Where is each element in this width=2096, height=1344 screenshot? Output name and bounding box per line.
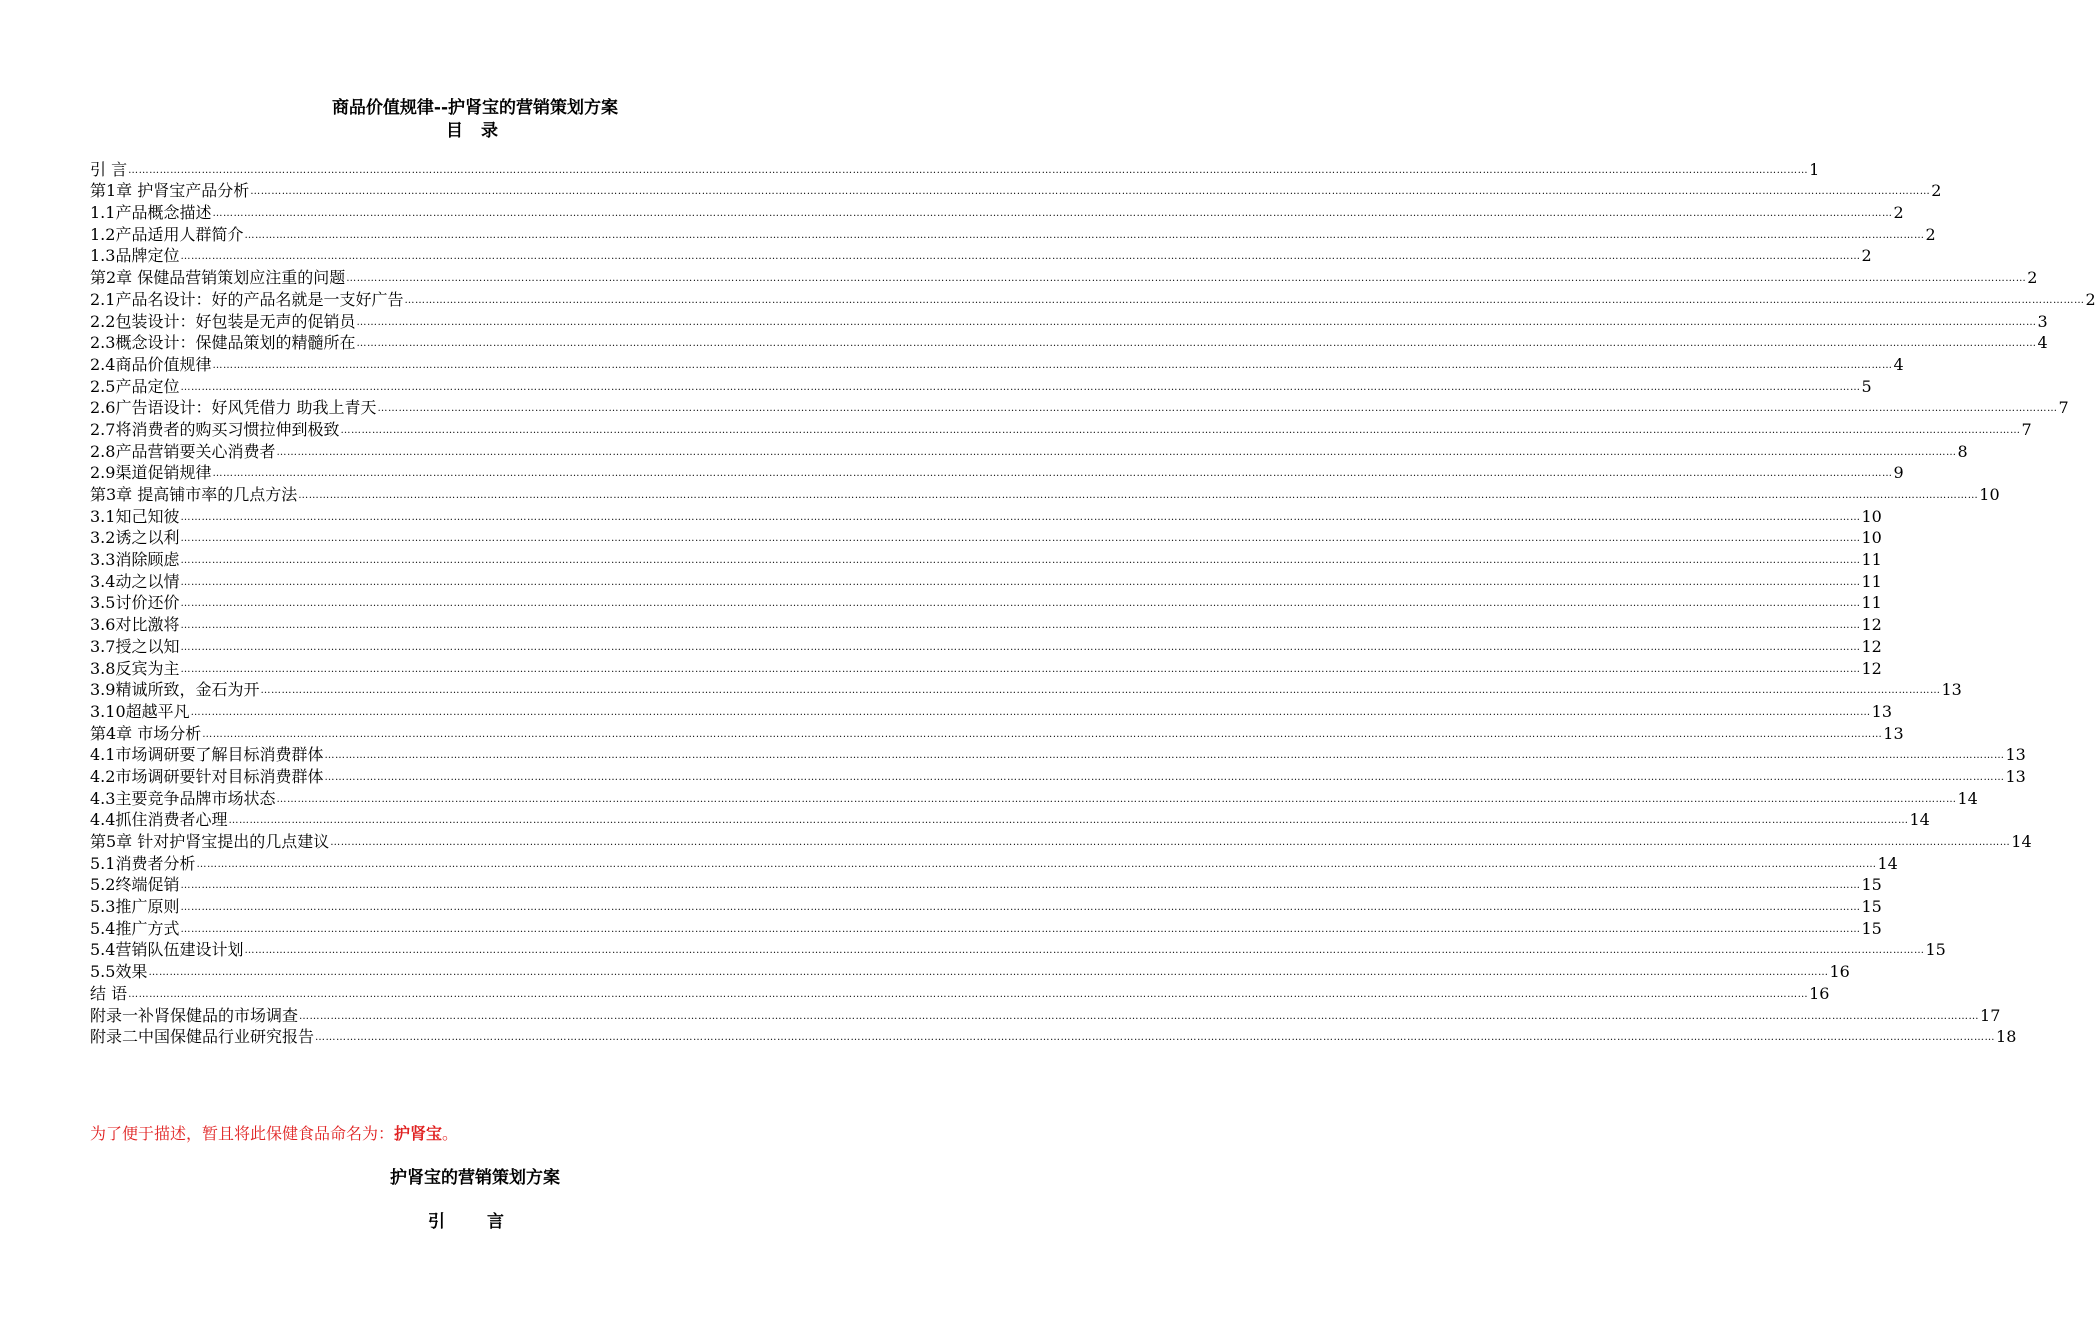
toc-entry (90, 223, 1936, 245)
toc-entry (90, 700, 1892, 722)
toc-entry-page: 12 (1861, 615, 1882, 635)
toc-entry-label: 5.2终端促销 (90, 875, 180, 895)
toc-entry (90, 917, 1882, 939)
toc-dot-leader: ………………………………………………………………………………………………………………………………………………………………………………………………………………………………………………………………………………………………………………………………………………………………………………………………………………………………………… (128, 988, 1809, 1000)
toc-entry-label: 3.1知己知彼 (90, 506, 180, 526)
toc-dot-leader: ………………………………………………………………………………………………………………………………………………………………………………………………………………………………………………………………………………………………………………………………………………………………………………………………………………………………………… (404, 294, 2085, 306)
toc-entry-page: 7 (2058, 398, 2069, 418)
toc-dot-leader: ………………………………………………………………………………………………………………………………………………………………………………………………………………………………………………………………………………………………………………………………………………………………………………………………………………………………………… (212, 359, 1893, 371)
toc-entry-page: 5 (1861, 376, 1872, 396)
table-of-contents (90, 158, 2096, 1047)
toc-entry (90, 483, 2000, 505)
toc-entry-label: 4.4抓住消费者心理 (90, 810, 228, 830)
toc-heading: 目 录 (446, 121, 504, 141)
toc-dot-leader: ………………………………………………………………………………………………………………………………………………………………………………………………………………………………………………………………………………………………………………………………………………………………………………………………………………………………………… (180, 902, 1861, 914)
toc-entry (90, 874, 1882, 896)
toc-entry-label: 3.5讨价还价 (90, 593, 180, 613)
toc-entry (90, 765, 2026, 787)
toc-entry (90, 310, 2048, 332)
toc-entry-label: 2.2包装设计：好包装是无声的促销员 (90, 311, 356, 331)
toc-entry-label: 5.4营销队伍建设计划 (90, 940, 244, 960)
toc-entry (90, 1026, 2017, 1048)
toc-dot-leader: ………………………………………………………………………………………………………………………………………………………………………………………………………………………………………………………………………………………………………………………………………………………………………………………………………………………………………… (250, 186, 1931, 198)
toc-entry (90, 201, 1904, 223)
toc-entry-label: 1.1产品概念描述 (90, 203, 212, 223)
toc-entry (90, 548, 1882, 570)
toc-dot-leader: ………………………………………………………………………………………………………………………………………………………………………………………………………………………………………………………………………………………………………………………………………………………………………………………………………………………………………… (315, 1032, 1996, 1044)
intro-heading: 引 言 (428, 1212, 522, 1232)
toc-entry-label: 3.3消除顾虑 (90, 550, 180, 570)
toc-dot-leader: ………………………………………………………………………………………………………………………………………………………………………………………………………………………………………………………………………………………………………………………………………………………………………………………………………………………………………… (180, 251, 1861, 263)
toc-entry-label: 3.9精诚所致，金石为开 (90, 680, 260, 700)
toc-dot-leader: ………………………………………………………………………………………………………………………………………………………………………………………………………………………………………………………………………………………………………………………………………………………………………………………………………………………………………… (212, 208, 1893, 220)
toc-entry-label: 第3章 提高铺市率的几点方法 (90, 485, 298, 504)
toc-entry-page: 14 (1909, 810, 1930, 830)
toc-entry-page: 14 (1877, 853, 1898, 873)
toc-entry-label: 2.5产品定位 (90, 376, 180, 396)
naming-note-text: 为了便于描述，暂且将此保健食品命名为： (90, 1124, 395, 1143)
toc-dot-leader: ………………………………………………………………………………………………………………………………………………………………………………………………………………………………………………………………………………………………………………………………………………………………………………………………………………………………………… (180, 511, 1861, 523)
toc-entry (90, 939, 1946, 961)
toc-dot-leader: ………………………………………………………………………………………………………………………………………………………………………………………………………………………………………………………………………………………………………………………………………………………………………………………………………………………………………… (244, 945, 1925, 957)
toc-entry-page: 16 (1809, 983, 1830, 1003)
toc-entry (90, 635, 1882, 657)
toc-entry-label: 5.4推广方式 (90, 918, 180, 938)
toc-entry-label: 第1章 护肾宝产品分析 (90, 181, 250, 201)
toc-dot-leader: ………………………………………………………………………………………………………………………………………………………………………………………………………………………………………………………………………………………………………………………………………………………………………………………………………………………………………… (180, 533, 1861, 545)
toc-entry (90, 245, 1872, 267)
toc-dot-leader: ………………………………………………………………………………………………………………………………………………………………………………………………………………………………………………………………………………………………………………………………………………………………………………………………………………………………………… (180, 598, 1861, 610)
toc-entry-label: 附录一补肾保健品的市场调查 (90, 1005, 299, 1025)
toc-entry-label: 3.6对比激将 (90, 615, 180, 635)
toc-entry-label: 1.3品牌定位 (90, 246, 180, 266)
toc-entry-label: 2.8产品营销要关心消费者 (90, 441, 276, 461)
toc-entry-page: 11 (1861, 550, 1882, 570)
toc-dot-leader: ………………………………………………………………………………………………………………………………………………………………………………………………………………………………………………………………………………………………………………………………………………………………………………………………………………………………………… (356, 338, 2037, 350)
toc-entry-label: 引 言 (90, 159, 128, 179)
toc-entry-page: 13 (2005, 766, 2026, 786)
toc-entry-label: 4.1市场调研要了解目标消费群体 (90, 745, 324, 765)
toc-entry-page: 13 (2005, 745, 2026, 765)
toc-dot-leader: ………………………………………………………………………………………………………………………………………………………………………………………………………………………………………………………………………………………………………………………………………………………………………………………………………………………………………… (180, 620, 1861, 632)
toc-entry-page: 16 (1829, 962, 1850, 982)
toc-entry (90, 895, 1882, 917)
toc-entry-page: 1 (1809, 159, 1820, 179)
toc-entry-page: 15 (1861, 875, 1882, 895)
toc-entry-page: 13 (1883, 723, 1904, 743)
toc-dot-leader: ………………………………………………………………………………………………………………………………………………………………………………………………………………………………………………………………………………………………………………………………………………………………………………………………………………………………………… (298, 490, 1979, 501)
toc-entry-label: 3.10超越平凡 (90, 701, 190, 721)
toc-entry (90, 722, 1904, 744)
toc-dot-leader: ………………………………………………………………………………………………………………………………………………………………………………………………………………………………………………………………………………………………………………………………………………………………………………………………………………………………………… (190, 706, 1871, 718)
toc-entry (90, 158, 1820, 180)
toc-entry-page: 2 (1893, 203, 1904, 223)
toc-dot-leader: ………………………………………………………………………………………………………………………………………………………………………………………………………………………………………………………………………………………………………………………………………………………………………………………………………………………………………… (244, 229, 1925, 241)
toc-entry-page: 17 (1980, 1005, 2001, 1025)
naming-note (90, 1121, 458, 1144)
toc-entry (90, 353, 1904, 375)
toc-entry-label: 结 语 (90, 983, 128, 1003)
toc-entry (90, 375, 1872, 397)
toc-entry (90, 852, 1898, 874)
toc-entry-label: 第2章 保健品营销策划应注重的问题 (90, 268, 346, 288)
toc-entry-page: 15 (1861, 897, 1882, 917)
toc-entry-page: 18 (1996, 1027, 2017, 1047)
toc-entry-page: 12 (1861, 636, 1882, 656)
toc-entry-label: 3.2诱之以利 (90, 528, 180, 548)
toc-entry (90, 180, 1942, 202)
toc-dot-leader: ………………………………………………………………………………………………………………………………………………………………………………………………………………………………………………………………………………………………………………………………………………………………………………………………………………………………………… (276, 446, 1957, 458)
toc-dot-leader: ………………………………………………………………………………………………………………………………………………………………………………………………………………………………………………………………………………………………………………………………………………………………………………………………………………………………………… (202, 728, 1883, 740)
toc-entry (90, 288, 2096, 310)
toc-entry-page: 10 (1861, 506, 1882, 526)
toc-entry (90, 570, 1882, 592)
toc-entry-page: 10 (1979, 485, 2000, 504)
toc-entry (90, 527, 1882, 549)
toc-entry (90, 1004, 2001, 1026)
toc-entry-label: 5.1消费者分析 (90, 853, 196, 873)
toc-entry (90, 266, 2038, 288)
product-name-highlight: 护肾宝 (394, 1124, 443, 1143)
toc-dot-leader: ………………………………………………………………………………………………………………………………………………………………………………………………………………………………………………………………………………………………………………………………………………………………………………………………………………………………………… (180, 381, 1861, 393)
toc-entry (90, 613, 1882, 635)
toc-dot-leader: ………………………………………………………………………………………………………………………………………………………………………………………………………………………………………………………………………………………………………………………………………………………………………………………………………………………………………… (330, 837, 2011, 848)
toc-entry-page: 7 (2021, 419, 2032, 439)
toc-dot-leader: ………………………………………………………………………………………………………………………………………………………………………………………………………………………………………………………………………………………………………………………………………………………………………………………………………………………………………… (228, 815, 1909, 827)
toc-dot-leader: ………………………………………………………………………………………………………………………………………………………………………………………………………………………………………………………………………………………………………………………………………………………………………………………………………………………………………… (324, 771, 2005, 783)
toc-entry-label: 1.2产品适用人群简介 (90, 224, 244, 244)
toc-dot-leader: ………………………………………………………………………………………………………………………………………………………………………………………………………………………………………………………………………………………………………………………………………………………………………………………………………………………………………… (148, 967, 1829, 979)
toc-entry-page: 2 (2027, 268, 2038, 288)
toc-dot-leader: ………………………………………………………………………………………………………………………………………………………………………………………………………………………………………………………………………………………………………………………………………………………………………………………………………………………………………… (180, 641, 1861, 653)
toc-dot-leader: ………………………………………………………………………………………………………………………………………………………………………………………………………………………………………………………………………………………………………………………………………………………………………………………………………………………………………… (299, 1010, 1980, 1022)
toc-entry-label: 2.7将消费者的购买习惯拉伸到极致 (90, 419, 340, 439)
toc-dot-leader: ………………………………………………………………………………………………………………………………………………………………………………………………………………………………………………………………………………………………………………………………………………………………………………………………………………………………………… (180, 880, 1861, 892)
toc-entry (90, 960, 1850, 982)
toc-entry-page: 15 (1861, 918, 1882, 938)
section-title: 护肾宝的营销策划方案 (390, 1168, 560, 1188)
toc-entry-label: 第4章 市场分析 (90, 723, 202, 743)
document-title: 商品价值规律--护肾宝的营销策划方案 (331, 98, 619, 118)
toc-entry-label: 5.3推广原则 (90, 897, 180, 917)
toc-dot-leader: ………………………………………………………………………………………………………………………………………………………………………………………………………………………………………………………………………………………………………………………………………………………………………………………………………………………………………… (128, 164, 1809, 176)
toc-entry (90, 505, 1882, 527)
toc-entry-page: 11 (1861, 593, 1882, 613)
toc-entry (90, 787, 1978, 809)
toc-entry-label: 2.1产品名设计：好的产品名就是一支好广告 (90, 289, 404, 309)
toc-entry (90, 592, 1882, 614)
toc-entry-label: 2.4商品价值规律 (90, 354, 212, 374)
toc-dot-leader: ………………………………………………………………………………………………………………………………………………………………………………………………………………………………………………………………………………………………………………………………………………………………………………………………………………………………………… (180, 663, 1861, 675)
toc-dot-leader: ………………………………………………………………………………………………………………………………………………………………………………………………………………………………………………………………………………………………………………………………………………………………………………………………………………………………………… (260, 685, 1941, 697)
toc-entry-page: 2 (1931, 181, 1942, 201)
toc-dot-leader: ………………………………………………………………………………………………………………………………………………………………………………………………………………………………………………………………………………………………………………………………………………………………………………………………………………………………………… (212, 468, 1893, 480)
toc-entry-label: 2.6广告语设计：好风凭借力 助我上青天 (90, 398, 377, 418)
toc-entry (90, 440, 1968, 462)
toc-dot-leader: ………………………………………………………………………………………………………………………………………………………………………………………………………………………………………………………………………………………………………………………………………………………………………………………………………………………………………… (180, 576, 1861, 588)
toc-entry (90, 744, 2026, 766)
toc-entry-label: 附录二中国保健品行业研究报告 (90, 1027, 315, 1047)
toc-entry-page: 9 (1893, 463, 1904, 483)
toc-entry-page: 2 (1925, 224, 1936, 244)
toc-entry-page: 2 (1861, 246, 1872, 266)
toc-entry-label: 2.3概念设计：保健品策划的精髓所在 (90, 333, 356, 353)
toc-entry-page: 10 (1861, 528, 1882, 548)
naming-note-end: 。 (442, 1124, 459, 1143)
toc-dot-leader: ………………………………………………………………………………………………………………………………………………………………………………………………………………………………………………………………………………………………………………………………………………………………………………………………………………………………………… (180, 923, 1861, 935)
toc-entry (90, 462, 1904, 484)
toc-entry (90, 657, 1882, 679)
toc-entry-label: 4.3主要竞争品牌市场状态 (90, 788, 276, 808)
toc-entry-label: 5.5效果 (90, 962, 148, 982)
toc-dot-leader: ………………………………………………………………………………………………………………………………………………………………………………………………………………………………………………………………………………………………………………………………………………………………………………………………………………………………………… (324, 750, 2005, 762)
toc-entry-page: 2 (2085, 289, 2096, 309)
toc-entry-label: 2.9渠道促销规律 (90, 463, 212, 483)
toc-entry-page: 13 (1871, 701, 1892, 721)
toc-entry-page: 13 (1941, 680, 1962, 700)
toc-entry-page: 4 (1893, 354, 1904, 374)
toc-entry (90, 397, 2069, 419)
toc-entry (90, 332, 2048, 354)
toc-entry (90, 679, 1962, 701)
toc-entry-page: 11 (1861, 571, 1882, 591)
toc-entry-page: 14 (2011, 832, 2032, 851)
toc-dot-leader: ………………………………………………………………………………………………………………………………………………………………………………………………………………………………………………………………………………………………………………………………………………………………………………………………………………………………………… (346, 273, 2027, 285)
toc-entry-label: 3.4动之以情 (90, 571, 180, 591)
toc-entry-label: 第5章 针对护肾宝提出的几点建议 (90, 832, 330, 851)
toc-entry (90, 418, 2032, 440)
toc-dot-leader: ………………………………………………………………………………………………………………………………………………………………………………………………………………………………………………………………………………………………………………………………………………………………………………………………………………………………………… (276, 793, 1957, 805)
toc-entry-label: 3.8反宾为主 (90, 658, 180, 678)
toc-entry-label: 3.7授之以知 (90, 636, 180, 656)
toc-dot-leader: ………………………………………………………………………………………………………………………………………………………………………………………………………………………………………………………………………………………………………………………………………………………………………………………………………………………………………… (180, 555, 1861, 567)
toc-entry-page: 3 (2037, 311, 2048, 331)
toc-entry-page: 15 (1925, 940, 1946, 960)
toc-entry-page: 4 (2037, 333, 2048, 353)
toc-entry-page: 14 (1957, 788, 1978, 808)
toc-dot-leader: ………………………………………………………………………………………………………………………………………………………………………………………………………………………………………………………………………………………………………………………………………………………………………………………………………………………………………… (196, 858, 1877, 870)
toc-entry-page: 8 (1957, 441, 1968, 461)
toc-entry (90, 830, 2032, 852)
toc-dot-leader: ………………………………………………………………………………………………………………………………………………………………………………………………………………………………………………………………………………………………………………………………………………………………………………………………………………………………………… (340, 424, 2021, 436)
toc-entry (90, 982, 1830, 1004)
toc-entry-page: 12 (1861, 658, 1882, 678)
toc-entry (90, 809, 1930, 831)
toc-dot-leader: ………………………………………………………………………………………………………………………………………………………………………………………………………………………………………………………………………………………………………………………………………………………………………………………………………………………………………… (356, 316, 2037, 328)
toc-dot-leader: ………………………………………………………………………………………………………………………………………………………………………………………………………………………………………………………………………………………………………………………………………………………………………………………………………………………………………… (377, 403, 2058, 415)
toc-entry-label: 4.2市场调研要针对目标消费群体 (90, 766, 324, 786)
